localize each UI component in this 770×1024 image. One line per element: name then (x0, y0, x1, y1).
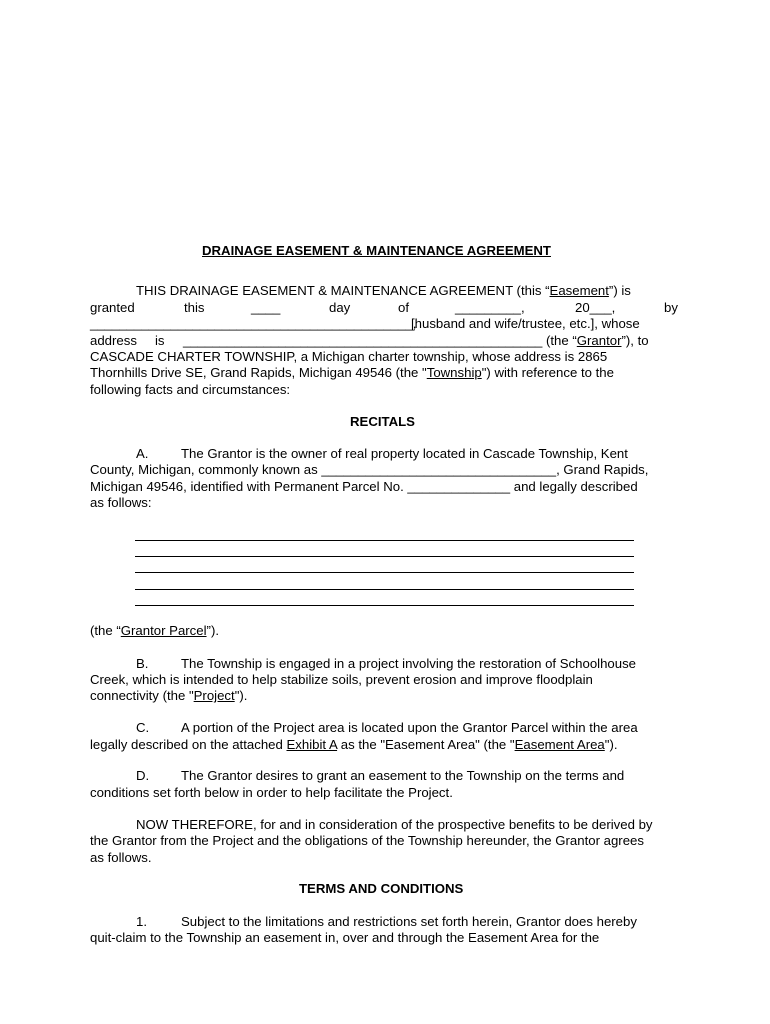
intro-line-3-blank: ____________________________________________, (90, 316, 417, 331)
intro-line-1 (136, 283, 631, 299)
intro-line-6 (90, 365, 614, 381)
recital-c-line-2-text: legally described on the attached (90, 737, 287, 752)
term-1-number: 1. (136, 914, 147, 929)
recital-c-line-2 (90, 737, 618, 753)
legal-description-line (135, 540, 634, 541)
intro-line-2-word: granted (90, 300, 135, 315)
term-1-line-2: quit-claim to the Township an easement in, over and through the Easement Area for the (90, 930, 600, 945)
grantor-defined-term: Grantor (576, 333, 622, 348)
intro-line-2-word: ____ (251, 300, 281, 315)
recitals-heading: RECITALS (350, 414, 415, 429)
intro-line-1-text: THIS DRAINAGE EASEMENT & MAINTENANCE AGREEMENT (this “ (136, 283, 550, 298)
intro-line-2-word: by (664, 300, 678, 315)
grantor-parcel-end: ”). (206, 623, 219, 638)
recital-c-line-2-text: as the "Easement Area" (the " (337, 737, 515, 752)
project-defined-term: Project (193, 688, 235, 703)
township-defined-term: Township (426, 365, 482, 380)
intro-line-4-text: (the “ (546, 333, 577, 348)
legal-description-line (135, 572, 634, 573)
easement-defined-term: Easement (549, 283, 609, 298)
recital-b-line-3-text: connectivity (the " (90, 688, 194, 703)
recital-a-line-1: The Grantor is the owner of real property located in Cascade Township, Kent (181, 446, 628, 461)
grantor-parcel-defined-term: Grantor Parcel (120, 623, 207, 638)
intro-line-2-word: _________, (455, 300, 525, 315)
recital-d-line-2: conditions set forth below in order to help facilitate the Project. (90, 785, 453, 800)
recital-b-line-2: Creek, which is intended to help stabilize soils, prevent erosion and improve floodplain (90, 672, 593, 687)
intro-line-2-word: day (329, 300, 351, 315)
legal-description-line (135, 556, 634, 557)
recital-a-letter: A. (136, 446, 149, 461)
recital-b-letter: B. (136, 656, 149, 671)
intro-line-4-word: address (90, 333, 137, 348)
recital-a-line-3: Michigan 49546, identified with Permanent Parcel No. ______________ and legally described (90, 479, 638, 494)
intro-line-4-text: ”), to (621, 333, 649, 348)
recital-c-letter: C. (136, 720, 150, 735)
recital-b-line-3-end: "). (234, 688, 248, 703)
recital-a-line-4: as follows: (90, 495, 152, 510)
legal-description-line (135, 605, 634, 606)
intro-line-1-end: ”) is (608, 283, 631, 298)
grantor-parcel-text: (the “ (90, 623, 121, 638)
now-therefore-line-2: the Grantor from the Project and the obligations of the Township hereunder, the Grantor agrees (90, 833, 644, 848)
legal-description-line (135, 589, 634, 590)
recital-c-line-2-end: "). (604, 737, 618, 752)
term-1-line-1: Subject to the limitations and restrictions set forth herein, Grantor does hereby (181, 914, 637, 929)
intro-line-6-end: ") with reference to the (481, 365, 614, 380)
document-title: DRAINAGE EASEMENT & MAINTENANCE AGREEMENT (202, 243, 551, 258)
grantor-parcel-line (90, 623, 219, 639)
intro-line-4-end (546, 333, 649, 349)
easement-area-defined-term: Easement Area (514, 737, 605, 752)
now-therefore-line-3: as follows. (90, 850, 152, 865)
intro-line-5: CASCADE CHARTER TOWNSHIP, a Michigan charter township, whose address is 2865 (90, 349, 608, 364)
terms-heading: TERMS AND CONDITIONS (299, 881, 464, 896)
intro-line-2-word: of (398, 300, 409, 315)
intro-line-4-word: is (155, 333, 165, 348)
intro-line-4-blank: _________________________________________________ (183, 333, 543, 348)
intro-line-2-word: this (184, 300, 205, 315)
intro-line-3-text: [husband and wife/trustee, etc.], whose (411, 316, 640, 331)
intro-line-6-text: Thornhills Drive SE, Grand Rapids, Michigan 49546 (the " (90, 365, 427, 380)
intro-line-7: following facts and circumstances: (90, 382, 291, 397)
now-therefore-line-1: NOW THEREFORE, for and in consideration of the prospective benefits to be derived by (136, 817, 653, 832)
recital-a-line-2: County, Michigan, commonly known as ________________________________, Grand Rapids, (90, 462, 649, 477)
recital-b-line-1: The Township is engaged in a project involving the restoration of Schoolhouse (181, 656, 637, 671)
exhibit-a-reference: Exhibit A (286, 737, 338, 752)
recital-d-line-1: The Grantor desires to grant an easement to the Township on the terms and (181, 768, 625, 783)
intro-line-2-word: 20___, (575, 300, 616, 315)
recital-b-line-3 (90, 688, 247, 704)
recital-d-letter: D. (136, 768, 150, 783)
recital-c-line-1: A portion of the Project area is located upon the Grantor Parcel within the area (181, 720, 638, 735)
